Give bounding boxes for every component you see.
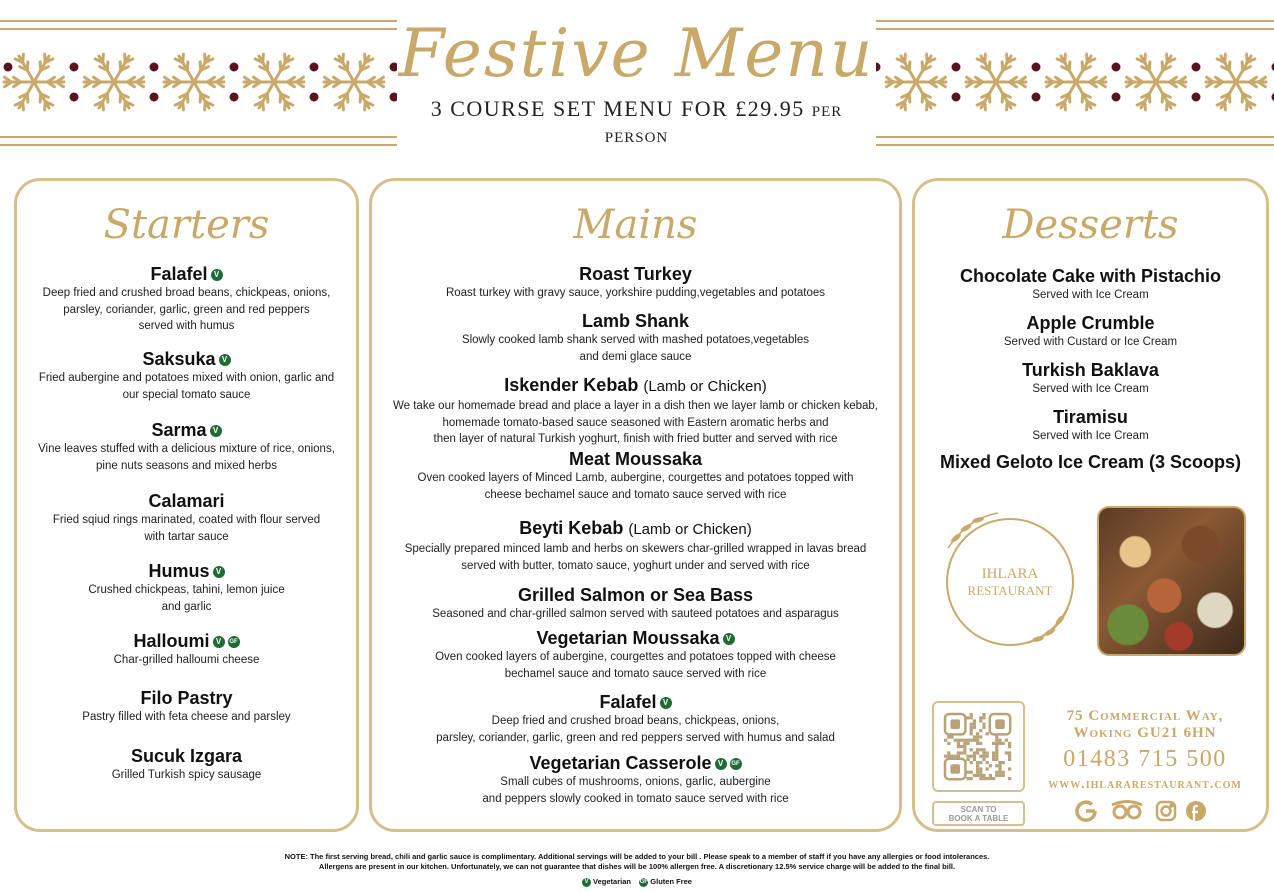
legend-gluten-free: Gluten Free [650, 877, 692, 886]
vegetarian-icon: V [210, 425, 222, 437]
item-title: Mixed Geloto Ice Cream (3 Scoops) [939, 452, 1242, 472]
item-name [915, 451, 1266, 473]
item-name [372, 310, 899, 332]
item-name [372, 374, 899, 398]
item-title: Iskender Kebab [504, 375, 639, 395]
item-description: Grilled Turkish spicy sausage [111, 769, 262, 781]
menu-header [397, 14, 876, 148]
item-name [372, 584, 899, 606]
qr-label [932, 801, 1025, 826]
mains-panel [369, 178, 902, 832]
item-title: Vegetarian Casserole [529, 753, 712, 773]
item-description: homemade tomato-based sauce seasoned with Eastern aromatic herbs and [442, 416, 829, 429]
vegetarian-icon: V [213, 636, 225, 648]
gluten-free-badge: GF [639, 878, 648, 885]
item-description: Deep fried and crushed broad beans, chickpeas, onions, [42, 287, 331, 299]
item-description: bechamel sauce and tomato sauce served with rice [504, 667, 767, 680]
footer-note-line-1: NOTE: The first serving bread, chili and garlic sauce is complimentary. Additional servings will be added to your bill . Please speak to a member of staff if you have any allergies or food intolerances. [284, 852, 990, 861]
item-name [17, 745, 356, 767]
decorative-dot [310, 63, 319, 72]
subtitle-per-person: PER PERSON [604, 104, 843, 146]
starters-item [17, 348, 356, 403]
item-description: Fried sqiud rings marinated, coated with flour served [52, 514, 321, 526]
item-title: Calamari [148, 491, 225, 511]
decorative-dot [1032, 63, 1041, 72]
qr-code-pattern [934, 703, 1023, 790]
address-line-1: 75 Commercial Way, [1066, 708, 1224, 724]
item-name [915, 406, 1266, 428]
item-description: and demi glace sauce [579, 350, 692, 363]
item-description: served with humus [138, 320, 235, 332]
logo-line-2: RESTAURANT [967, 583, 1053, 598]
desserts-item [915, 312, 1266, 351]
starters-title: Starters [103, 202, 270, 248]
decorative-dot [230, 93, 239, 102]
subtitle-main: 3 COURSE SET MENU FOR £29.95 [430, 96, 805, 121]
item-name [372, 263, 899, 285]
item-description: Roast turkey with gravy sauce, yorkshire pudding,vegetables and potatoes [445, 287, 826, 299]
mains-item [372, 374, 899, 448]
vegetarian-icon: V [213, 566, 225, 578]
dietary-legend [0, 877, 1274, 887]
item-title: Chocolate Cake with Pistachio [959, 266, 1222, 286]
item-name [17, 630, 356, 652]
social-links [1073, 798, 1213, 824]
decorative-dot [1112, 63, 1121, 72]
mains-item [372, 448, 899, 503]
item-description: Served with Ice Cream [1032, 430, 1149, 442]
starters-item [17, 745, 356, 784]
item-description: Pastry filled with feta cheese and parsley [82, 711, 291, 723]
decorative-dot [150, 93, 159, 102]
item-description: served with butter, tomato sauce, yoghurt under and served with rice [461, 559, 810, 572]
footer-note-line-2: Allergens are present in our kitchen. Unfortunately, we can not guarantee that dishes will be 100% allergen free. A discretionary 12.5% service charge will be added to the final bill. [318, 862, 956, 871]
vegetarian-icon: V [211, 269, 223, 281]
item-title: Grilled Salmon or Sea Bass [517, 585, 754, 605]
item-title: Saksuka [142, 349, 216, 369]
item-description: cheese bechamel sauce and tomato sauce served with rice [484, 488, 787, 501]
decorative-dot [1192, 63, 1201, 72]
item-description: Vine leaves stuffed with a delicious mixture of rice, onions, [38, 443, 335, 455]
starters-item [17, 560, 356, 615]
item-name [915, 312, 1266, 334]
website-link[interactable]: www.ihlararestaurant.com [1048, 777, 1242, 792]
mains-item [372, 691, 899, 746]
item-description: Served with Ice Cream [1032, 383, 1149, 395]
item-title: Beyti Kebab [519, 518, 624, 538]
legend-vegetarian: Vegetarian [593, 877, 631, 886]
item-description: Specially prepared minced lamb and herbs on skewers char-grilled wrapped in lavas bread [404, 543, 867, 555]
decorative-dot [390, 63, 398, 72]
item-description: Served with Custard or Ice Cream [1003, 336, 1178, 348]
item-name [17, 687, 356, 709]
restaurant-logo [938, 508, 1078, 648]
desserts-item [915, 451, 1266, 473]
decorative-dot [1192, 93, 1201, 102]
mains-item [372, 263, 899, 302]
item-description: Seasoned and char-grilled salmon served with sauteed potatoes and asparagus [432, 608, 839, 620]
item-description: Small cubes of mushrooms, onions, garlic, aubergine [500, 776, 771, 788]
booking-qr-code[interactable] [932, 701, 1025, 792]
item-description: Deep fried and crushed broad beans, chickpeas, onions, [491, 715, 780, 727]
item-title: Falafel [150, 264, 208, 284]
item-name [915, 265, 1266, 287]
decorative-dot [390, 93, 398, 102]
gluten-free-icon: GF [228, 636, 240, 648]
desserts-item [915, 265, 1266, 304]
starters-item [17, 419, 356, 474]
starters-item [17, 263, 356, 335]
item-option: (Lamb or Chicken) [628, 521, 752, 538]
address-line-2: Woking GU21 6HN [1073, 725, 1217, 741]
desserts-item [915, 406, 1266, 445]
item-name [17, 419, 356, 441]
decorative-dot [1112, 93, 1121, 102]
vegetarian-icon: V [660, 697, 672, 709]
item-title: Apple Crumble [1026, 313, 1155, 333]
mains-item [372, 752, 899, 807]
decorative-dot [310, 93, 319, 102]
decorative-dot [70, 63, 79, 72]
vegetarian-badge: V [582, 878, 591, 887]
qr-label-line-2: BOOK A TABLE [948, 814, 1009, 823]
vegetarian-icon: V [715, 758, 727, 770]
decorative-dot [230, 63, 239, 72]
item-title: Tiramisu [1053, 407, 1128, 427]
vegetarian-icon: V [219, 354, 231, 366]
mains-item [372, 517, 899, 574]
snowflake-banner-right [876, 20, 1274, 146]
snowflake-banner-left [0, 20, 397, 146]
item-title: Vegetarian Moussaka [536, 628, 720, 648]
item-name [372, 691, 899, 713]
decorative-dot [952, 93, 961, 102]
item-name [17, 490, 356, 512]
vegetarian-icon: V [723, 633, 735, 645]
mains-item [372, 310, 899, 365]
logo-line-1: IHLARA [981, 566, 1039, 582]
item-title: Roast Turkey [579, 264, 692, 284]
food-platter-photo [1097, 506, 1246, 656]
footer-note [0, 852, 1274, 872]
item-title: Sarma [151, 420, 207, 440]
item-name [17, 560, 356, 582]
starters-item [17, 490, 356, 545]
google-icon[interactable] [1077, 802, 1095, 820]
page-title: Festive Menu [398, 15, 875, 92]
item-description: parsley, coriander, garlic, green and red peppers served with humus and salad [436, 731, 835, 744]
item-name [17, 348, 356, 370]
item-description: our special tomato sauce [122, 388, 251, 401]
item-description: parsley, coriander, garlic, green and red peppers [63, 303, 310, 316]
starters-panel [14, 178, 359, 832]
item-name [372, 448, 899, 470]
item-name [372, 627, 899, 649]
mains-item [372, 584, 899, 623]
item-description: and peppers slowly cooked in tomato sauce served with rice [482, 792, 789, 805]
item-title: Halloumi [133, 631, 210, 651]
decorative-dot [952, 63, 961, 72]
item-title: Falafel [599, 692, 657, 712]
decorative-dot [150, 63, 159, 72]
item-option: (Lamb or Chicken) [643, 378, 767, 395]
item-name [372, 517, 899, 541]
item-description: Oven cooked layers of Minced Lamb, aubergine, courgettes and potatoes topped with [417, 472, 854, 484]
qr-label-line-1: SCAN TO [960, 805, 997, 814]
instagram-icon[interactable] [1157, 802, 1175, 820]
item-title: Lamb Shank [581, 311, 690, 331]
item-description: then layer of natural Turkish yoghurt, finish with fried butter and served with rice [433, 433, 838, 445]
phone-number[interactable]: 01483 715 500 [1063, 746, 1227, 772]
starters-item [17, 687, 356, 726]
mains-item [372, 627, 899, 682]
snowflake-pattern-left [0, 30, 397, 136]
desserts-item [915, 359, 1266, 398]
restaurant-contact [1030, 708, 1260, 794]
item-title: Turkish Baklava [1022, 360, 1159, 380]
mains-title: Mains [573, 202, 698, 248]
item-title: Filo Pastry [140, 688, 233, 708]
item-name [17, 263, 356, 285]
desserts-title: Desserts [1002, 202, 1179, 248]
decorative-dot [70, 93, 79, 102]
item-description: Oven cooked layers of aubergine, courgettes and potatoes topped with cheese [435, 651, 836, 663]
item-description: Crushed chickpeas, tahini, lemon juice [88, 584, 285, 596]
item-description: Char-grilled halloumi cheese [113, 654, 260, 666]
item-description: Fried aubergine and potatoes mixed with onion, garlic and [38, 372, 335, 384]
item-name [915, 359, 1266, 381]
item-description: with tartar sauce [144, 530, 229, 543]
gluten-free-icon: GF [730, 758, 742, 770]
item-name [372, 752, 899, 774]
item-description: Slowly cooked lamb shank served with mashed potatoes,vegetables [461, 334, 810, 346]
snowflake-pattern-right [876, 30, 1274, 136]
decorative-dot [1032, 93, 1041, 102]
item-title: Humus [148, 561, 210, 581]
item-description: Served with Ice Cream [1032, 289, 1149, 301]
item-description: and garlic [161, 600, 212, 613]
set-menu-price [397, 96, 876, 148]
starters-item [17, 630, 356, 669]
item-title: Sucuk Izgara [130, 746, 243, 766]
item-title: Meat Moussaka [568, 449, 703, 469]
item-description: We take our homemade bread and place a layer in a dish then we layer lamb or chicken kebab, [393, 400, 878, 412]
tripadvisor-icon[interactable] [1112, 802, 1142, 819]
item-description: pine nuts seasons and mixed herbs [96, 459, 277, 472]
facebook-icon[interactable] [1186, 801, 1206, 821]
